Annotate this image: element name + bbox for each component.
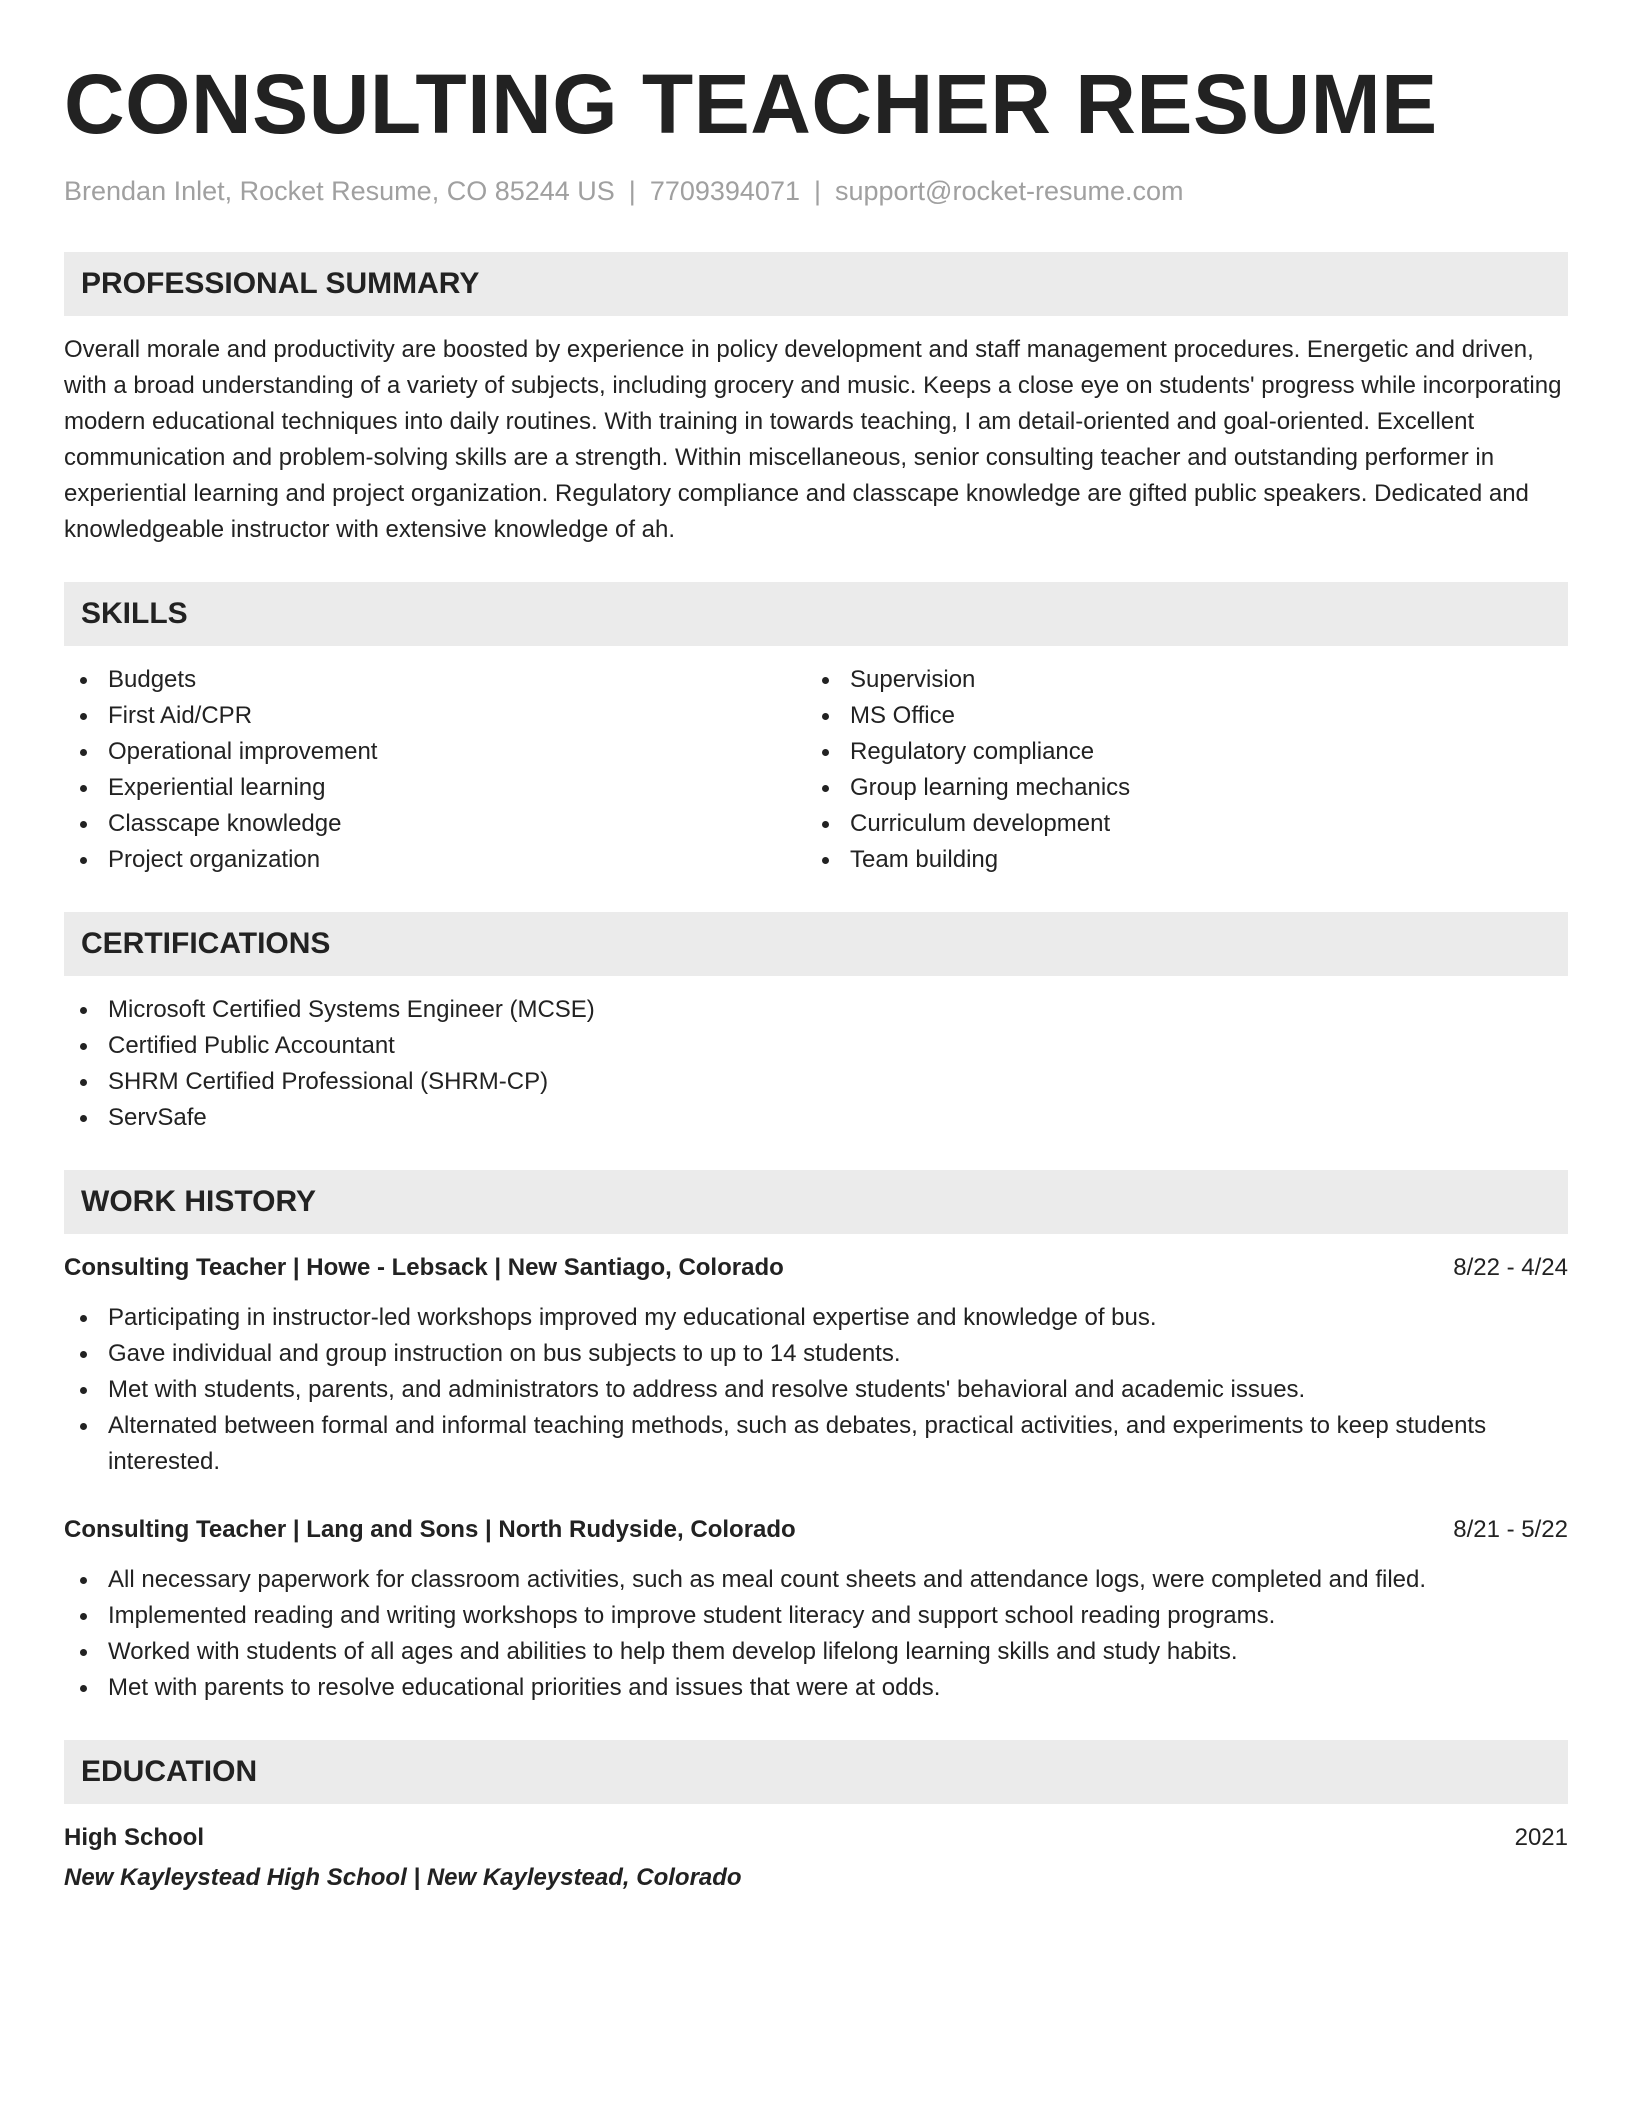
job-header — [64, 1512, 1568, 1548]
job-bullet: All necessary paperwork for classroom activities, such as meal count sheets and attendance logs, were completed and filed. — [64, 1562, 1568, 1598]
contact-phone: 7709394071 — [649, 176, 800, 206]
contact-line — [64, 174, 1568, 208]
certifications-list — [64, 992, 1568, 1136]
contact-email: support@rocket-resume.com — [835, 176, 1184, 206]
skill-item: Regulatory compliance — [806, 734, 1548, 770]
skill-item: Experiential learning — [64, 770, 806, 806]
education-school: New Kayleystead High School | New Kayleystead, Colorado — [64, 1864, 742, 1891]
certification-item: ServSafe — [64, 1100, 1568, 1136]
contact-separator: | — [628, 176, 636, 206]
job-title: Consulting Teacher | Howe - Lebsack | New Santiago, Colorado — [64, 1254, 784, 1281]
job-bullet: Implemented reading and writing workshops to improve student literacy and support school reading programs. — [64, 1598, 1568, 1634]
section-heading-certifications: CERTIFICATIONS — [64, 912, 1568, 976]
contact-address: Brendan Inlet, Rocket Resume, CO 85244 US — [64, 176, 615, 206]
contact-separator: | — [813, 176, 821, 206]
section-heading-work-history: WORK HISTORY — [64, 1170, 1568, 1234]
skill-item: Classcape knowledge — [64, 806, 806, 842]
skill-item: Group learning mechanics — [806, 770, 1548, 806]
skill-item: Budgets — [64, 662, 806, 698]
certification-item: Certified Public Accountant — [64, 1028, 1568, 1064]
job-entry — [64, 1250, 1568, 1480]
skills-column-left — [64, 662, 806, 878]
education-degree: High School — [64, 1824, 204, 1851]
skill-item: Operational improvement — [64, 734, 806, 770]
job-bullets — [64, 1562, 1568, 1706]
education-entry — [64, 1820, 1568, 1896]
skills-list — [64, 662, 1568, 878]
job-bullet: Gave individual and group instruction on bus subjects to up to 14 students. — [64, 1336, 1568, 1372]
resume-title: CONSULTING TEACHER RESUME — [64, 57, 1438, 151]
section-heading-summary: PROFESSIONAL SUMMARY — [64, 252, 1568, 316]
skill-item: Supervision — [806, 662, 1548, 698]
certification-item: SHRM Certified Professional (SHRM-CP) — [64, 1064, 1568, 1100]
summary-text: Overall morale and productivity are boosted by experience in policy development and staff management procedures. Energetic and driven, with a broad understanding of a variety of subjects, including grocery and music. Keeps a close eye on students' progress while incorporating modern educational techniques into daily routines. With training in towards teaching, I am detail-oriented and goal-oriented. Excellent communication and problem-solving skills are a strength. Within miscellaneous, senior consulting teacher and outstanding performer in experiential learning and project organization. Regulatory compliance and classcape knowledge are gifted public speakers. Dedicated and knowledgeable instructor with extensive knowledge of ah. — [64, 336, 1562, 543]
job-bullet: Met with parents to resolve educational priorities and issues that were at odds. — [64, 1670, 1568, 1706]
skill-item: Project organization — [64, 842, 806, 878]
skills-column-right — [806, 662, 1548, 878]
job-header — [64, 1250, 1568, 1286]
section-heading-skills: SKILLS — [64, 582, 1568, 646]
certification-item: Microsoft Certified Systems Engineer (MCSE) — [64, 992, 1568, 1028]
job-title: Consulting Teacher | Lang and Sons | North Rudyside, Colorado — [64, 1516, 796, 1543]
education-header — [64, 1820, 1568, 1856]
skill-item: Curriculum development — [806, 806, 1548, 842]
skill-item: First Aid/CPR — [64, 698, 806, 734]
section-heading-education: EDUCATION — [64, 1740, 1568, 1804]
job-bullet: Worked with students of all ages and abilities to help them develop lifelong learning skills and study habits. — [64, 1634, 1568, 1670]
job-bullet: Participating in instructor-led workshops improved my educational expertise and knowledge of bus. — [64, 1300, 1568, 1336]
education-year: 2021 — [1514, 1824, 1568, 1851]
job-bullets — [64, 1300, 1568, 1480]
job-entry — [64, 1512, 1568, 1706]
skill-item: Team building — [806, 842, 1548, 878]
skill-item: MS Office — [806, 698, 1548, 734]
job-dates: 8/21 - 5/22 — [1453, 1516, 1568, 1543]
job-dates: 8/22 - 4/24 — [1453, 1254, 1568, 1281]
job-bullet: Alternated between formal and informal teaching methods, such as debates, practical activities, and experiments to keep students interested. — [64, 1408, 1568, 1480]
job-bullet: Met with students, parents, and administrators to address and resolve students' behavioral and academic issues. — [64, 1372, 1568, 1408]
